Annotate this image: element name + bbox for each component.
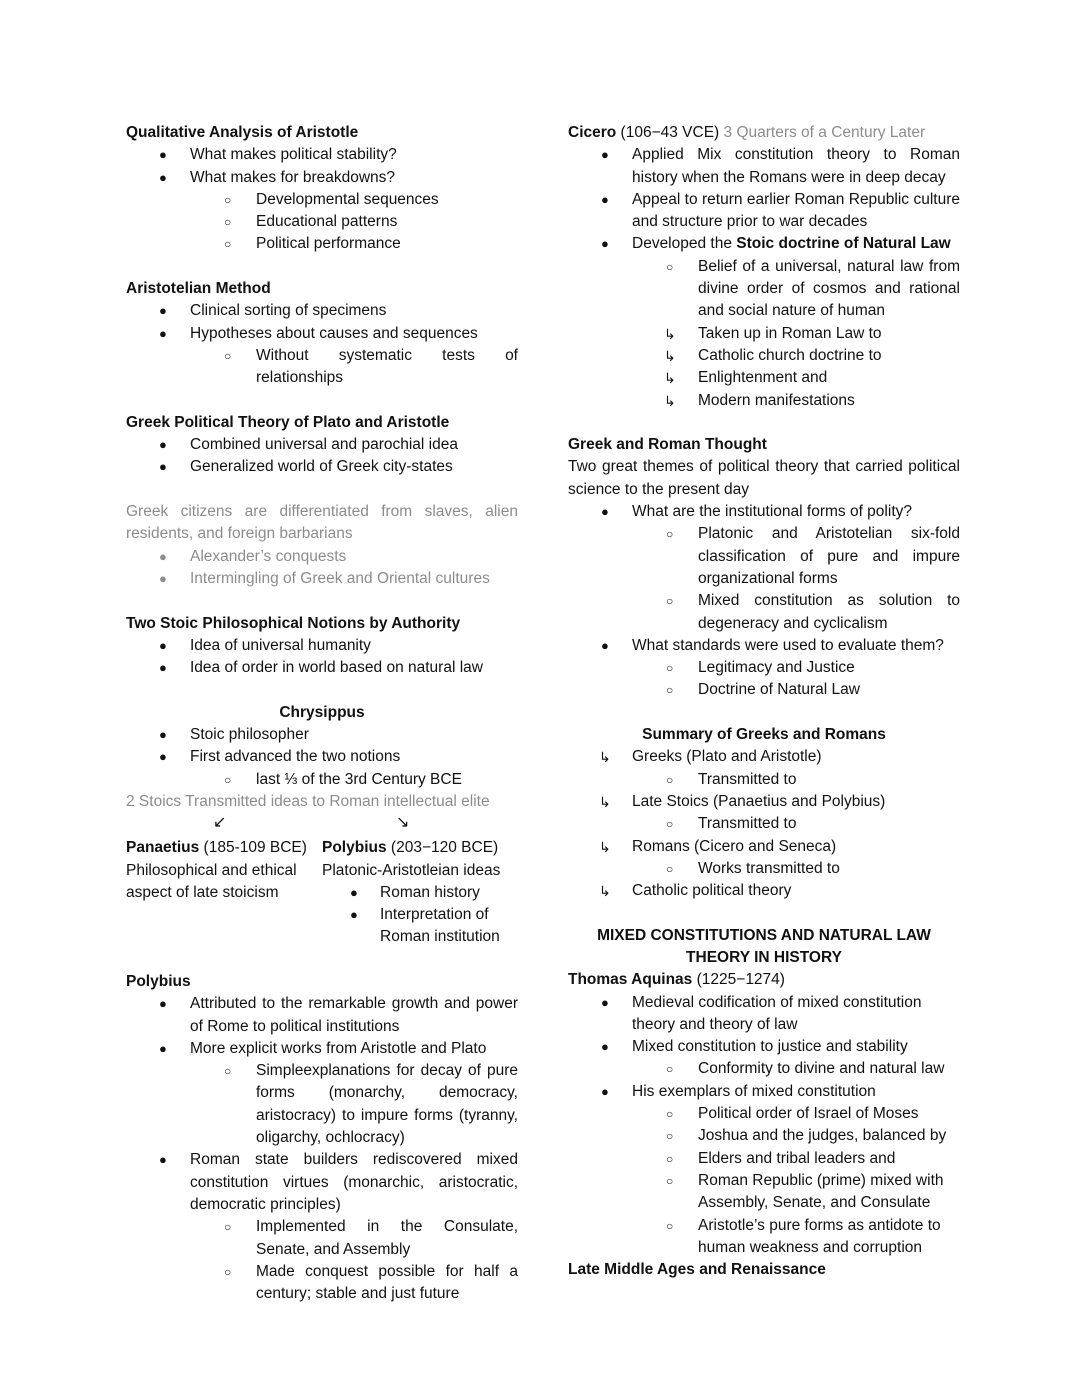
disc-bullet-icon: ● (159, 303, 167, 319)
list-item: ○ Transmitted to (568, 813, 960, 835)
list-item: ○ Joshua and the judges, balanced by (568, 1125, 960, 1147)
heading-thomas-aquinas (568, 969, 960, 991)
hook-arrow-icon: ↳ (664, 325, 676, 342)
list-item: ● Stoic philosopher (126, 724, 518, 746)
list-item: ● Alexander’s conquests (126, 546, 518, 568)
title-mixed-constitutions-line2: THEORY IN HISTORY (686, 948, 842, 966)
title-mixed-constitutions-line1: MIXED CONSTITUTIONS AND NATURAL LAW (597, 926, 931, 944)
list-item: ○ Simpleexplanations for decay of pure forms (monarchy, democracy, aristocracy) to impure forms (tyranny, oligarchy, ochlocracy) (224, 1062, 518, 1147)
circle-bullet-icon: ○ (666, 817, 674, 832)
circle-bullet-icon: ○ (224, 1220, 232, 1235)
heading-cicero (568, 122, 960, 144)
branch-arrows (126, 813, 518, 837)
list-item: ○ Without systematic tests of relationships (224, 346, 518, 387)
list-item: ↳ Late Stoics (Panaetius and Polybius) (568, 791, 960, 813)
branch-panaetius-desc: Philosophical and ethical aspect of late stoicism (126, 861, 297, 901)
circle-bullet-icon: ○ (666, 861, 674, 876)
list-item: ↳ Catholic church doctrine to (568, 345, 960, 367)
hook-arrow-icon: ↳ (599, 793, 611, 810)
list-item: ↳ Romans (Cicero and Seneca) (568, 836, 960, 858)
list-item: ● Medieval codification of mixed constitution theory and theory of law (601, 993, 922, 1033)
disc-bullet-icon: ● (159, 570, 167, 586)
heading-two-stoic-notions: Two Stoic Philosophical Notions by Authority (126, 614, 461, 632)
stoic-doctrine-emphasis: Stoic doctrine of Natural Law (736, 235, 951, 253)
heading-greek-political-theory: Greek Political Theory of Plato and Aristotle (126, 413, 450, 431)
paragraph-two-great-themes: Two great themes of political theory that carried political science to the present day (568, 458, 960, 498)
right-column (568, 122, 960, 1281)
list-item: ● Clinical sorting of specimens (126, 300, 518, 322)
circle-bullet-icon: ○ (224, 237, 232, 252)
heading-qualitative-analysis: Qualitative Analysis of Aristotle (126, 124, 359, 141)
hook-arrow-icon: ↳ (664, 370, 676, 387)
list-item: ● Roman state builders rediscovered mixed constitution virtues (monarchic, aristocratic, democratic principles) (159, 1151, 518, 1213)
list-item: ↳ Enlightenment and (568, 367, 960, 389)
list-item: ○ Educational patterns (126, 211, 518, 233)
disc-bullet-icon: ● (350, 884, 358, 900)
list-item: ● What makes for breakdowns? (126, 167, 518, 189)
hook-arrow-icon: ↳ (599, 838, 611, 855)
disc-bullet-icon: ● (601, 236, 609, 252)
list-item: ○ Conformity to divine and natural law (568, 1058, 960, 1080)
list-item: ○ Political performance (126, 233, 518, 255)
circle-bullet-icon: ○ (666, 259, 674, 274)
branch-polybius-title (322, 837, 518, 859)
disc-bullet-icon: ● (159, 548, 167, 564)
list-item (568, 233, 960, 255)
disc-bullet-icon: ● (601, 1083, 609, 1099)
hook-arrow-icon: ↳ (599, 883, 611, 900)
list-item: ○ Mixed constitution as solution to degeneracy and cyclicalism (666, 592, 960, 632)
list-item: ● What standards were used to evaluate them? (568, 635, 960, 657)
list-item: ○ Political order of Israel of Moses (568, 1103, 960, 1125)
list-item: ● Intermingling of Greek and Oriental cultures (126, 568, 518, 590)
left-column (126, 122, 518, 1305)
disc-bullet-icon: ● (159, 1152, 167, 1168)
disc-bullet-icon: ● (159, 147, 167, 163)
spacer (126, 479, 518, 501)
circle-bullet-icon: ○ (666, 1218, 674, 1233)
disc-bullet-icon: ● (159, 727, 167, 743)
aquinas-dates: (1225−1274) (692, 971, 785, 989)
spacer (568, 902, 960, 924)
cicero-dates: (106−43 VCE) (616, 124, 724, 141)
circle-bullet-icon: ○ (666, 661, 674, 676)
list-item: ● Appeal to return earlier Roman Republic culture and structure prior to war decades (601, 190, 960, 231)
spacer (568, 412, 960, 434)
branch-panaetius-title (126, 837, 316, 859)
disc-bullet-icon: ● (601, 147, 609, 163)
circle-bullet-icon: ○ (224, 215, 232, 230)
disc-bullet-icon: ● (601, 504, 609, 520)
list-item: ● First advanced the two notions (126, 746, 518, 768)
list-item: ○ Doctrine of Natural Law (568, 679, 960, 701)
list-item: ● Hypotheses about causes and sequences (126, 323, 518, 345)
list-item: ○ Legitimacy and Justice (568, 657, 960, 679)
circle-bullet-icon: ○ (666, 527, 674, 542)
heading-polybius: Polybius (126, 972, 191, 990)
list-item: ● What are the institutional forms of polity? (568, 501, 960, 523)
list-item: ● Generalized world of Greek city-states (126, 456, 518, 478)
hook-arrow-icon: ↳ (664, 347, 676, 364)
disc-bullet-icon: ● (159, 459, 167, 475)
branch-polybius-name: Polybius (322, 839, 387, 857)
heading-chrysippus: Chrysippus (279, 703, 365, 721)
disc-bullet-icon: ● (350, 907, 358, 923)
spacer (568, 702, 960, 724)
disc-bullet-icon: ● (159, 637, 167, 653)
circle-bullet-icon: ○ (666, 683, 674, 698)
list-item: ● Idea of universal humanity (126, 635, 518, 657)
list-item: ↳ Modern manifestations (568, 390, 960, 412)
arrow-down-right-icon: ↘ (396, 814, 410, 832)
developed-prefix: Developed the (632, 235, 737, 253)
list-item: ○ Platonic and Aristotelian six-fold classification of pure and impure organizational forms (666, 525, 960, 587)
branch-polybius (322, 837, 518, 948)
circle-bullet-icon: ○ (666, 1173, 674, 1188)
aquinas-name: Thomas Aquinas (568, 971, 693, 989)
circle-bullet-icon: ○ (666, 772, 674, 787)
branch-polybius-desc: Platonic-Aristotleian ideas (322, 861, 501, 879)
list-item: ↳ Greeks (Plato and Aristotle) (568, 746, 960, 768)
list-item: ● Interpretation of Roman institution (350, 906, 500, 946)
circle-bullet-icon: ○ (666, 1107, 674, 1122)
list-item: ○ Belief of a universal, natural law from divine order of cosmos and rational and social nature of human (666, 257, 960, 320)
list-item: ● Mixed constitution to justice and stability (568, 1036, 960, 1058)
circle-bullet-icon: ○ (224, 192, 232, 207)
branch-panaetius-name: Panaetius (126, 839, 200, 857)
disc-bullet-icon: ● (159, 1040, 167, 1056)
list-item: ○ Works transmitted to (568, 858, 960, 880)
list-item: ● His exemplars of mixed constitution (568, 1081, 960, 1103)
list-item: ○ last ⅓ of the 3rd Century BCE (126, 769, 518, 791)
disc-bullet-icon: ● (159, 169, 167, 185)
hook-arrow-icon: ↳ (599, 749, 611, 766)
branch-polybius-dates: (203−120 BCE) (386, 839, 499, 857)
disc-bullet-icon: ● (601, 994, 609, 1010)
list-item: ○ Implemented in the Consulate, Senate, and Assembly (224, 1218, 518, 1258)
hook-arrow-icon: ↳ (664, 392, 676, 409)
circle-bullet-icon: ○ (666, 1151, 674, 1166)
list-item: ● Applied Mix constitution theory to Roman history when the Romans were in deep decay (601, 146, 960, 186)
disc-bullet-icon: ● (601, 191, 609, 207)
list-item: ○ Roman Republic (prime) mixed with Assembly, Senate, and Consulate (666, 1171, 944, 1212)
disc-bullet-icon: ● (159, 996, 167, 1012)
heading-greek-roman-thought: Greek and Roman Thought (568, 436, 767, 454)
disc-bullet-icon: ● (159, 437, 167, 453)
list-item: ● Attributed to the remarkable growth and power of Rome to political institutions (159, 995, 518, 1035)
circle-bullet-icon: ○ (224, 1264, 232, 1279)
branch-panaetius-dates: (185-109 BCE) (199, 839, 307, 857)
spacer (126, 256, 518, 278)
disc-bullet-icon: ● (159, 749, 167, 765)
heading-aristotelian-method: Aristotelian Method (126, 280, 271, 298)
cicero-note: 3 Quarters of a Century Later (723, 124, 926, 141)
circle-bullet-icon: ○ (666, 594, 674, 609)
list-item: ● Combined universal and parochial idea (126, 434, 518, 456)
branch-panaetius (126, 837, 322, 948)
spacer (126, 679, 518, 701)
list-item: ● More explicit works from Aristotle and Plato (126, 1038, 518, 1060)
circle-bullet-icon: ○ (666, 1062, 674, 1077)
list-item: ↳ Catholic political theory (568, 880, 960, 902)
list-item: ↳ Taken up in Roman Law to (568, 323, 960, 345)
circle-bullet-icon: ○ (224, 772, 232, 787)
branch-diagram (126, 837, 518, 948)
circle-bullet-icon: ○ (224, 348, 232, 363)
note-two-stoics-transmitted: 2 Stoics Transmitted ideas to Roman intellectual elite (126, 792, 490, 810)
paragraph-greek-citizens: Greek citizens are differentiated from slaves, alien residents, and foreign barbarians (126, 503, 518, 543)
circle-bullet-icon: ○ (666, 1129, 674, 1144)
list-item: ○ Elders and tribal leaders and (568, 1148, 960, 1170)
circle-bullet-icon: ○ (224, 1064, 232, 1079)
list-item: ○ Aristotle’s pure forms as antidote to human weakness and corruption (666, 1216, 941, 1256)
heading-late-middle-ages: Late Middle Ages and Renaissance (568, 1261, 826, 1279)
heading-summary-greeks-romans: Summary of Greeks and Romans (642, 726, 886, 744)
list-item: ● Idea of order in world based on natural law (126, 657, 518, 679)
disc-bullet-icon: ● (601, 637, 609, 653)
disc-bullet-icon: ● (601, 1039, 609, 1055)
spacer (126, 390, 518, 412)
spacer (126, 590, 518, 612)
list-item: ● Roman history (322, 882, 518, 904)
disc-bullet-icon: ● (159, 325, 167, 341)
disc-bullet-icon: ● (159, 660, 167, 676)
list-item: ○ Transmitted to (568, 769, 960, 791)
arrow-down-left-icon: ↙ (213, 814, 227, 832)
list-item: ● What makes political stability? (126, 144, 518, 166)
list-item: ○ Made conquest possible for half a century; stable and just future (224, 1262, 518, 1303)
spacer (126, 949, 518, 971)
cicero-name: Cicero (568, 124, 617, 141)
list-item: ○ Developmental sequences (126, 189, 518, 211)
